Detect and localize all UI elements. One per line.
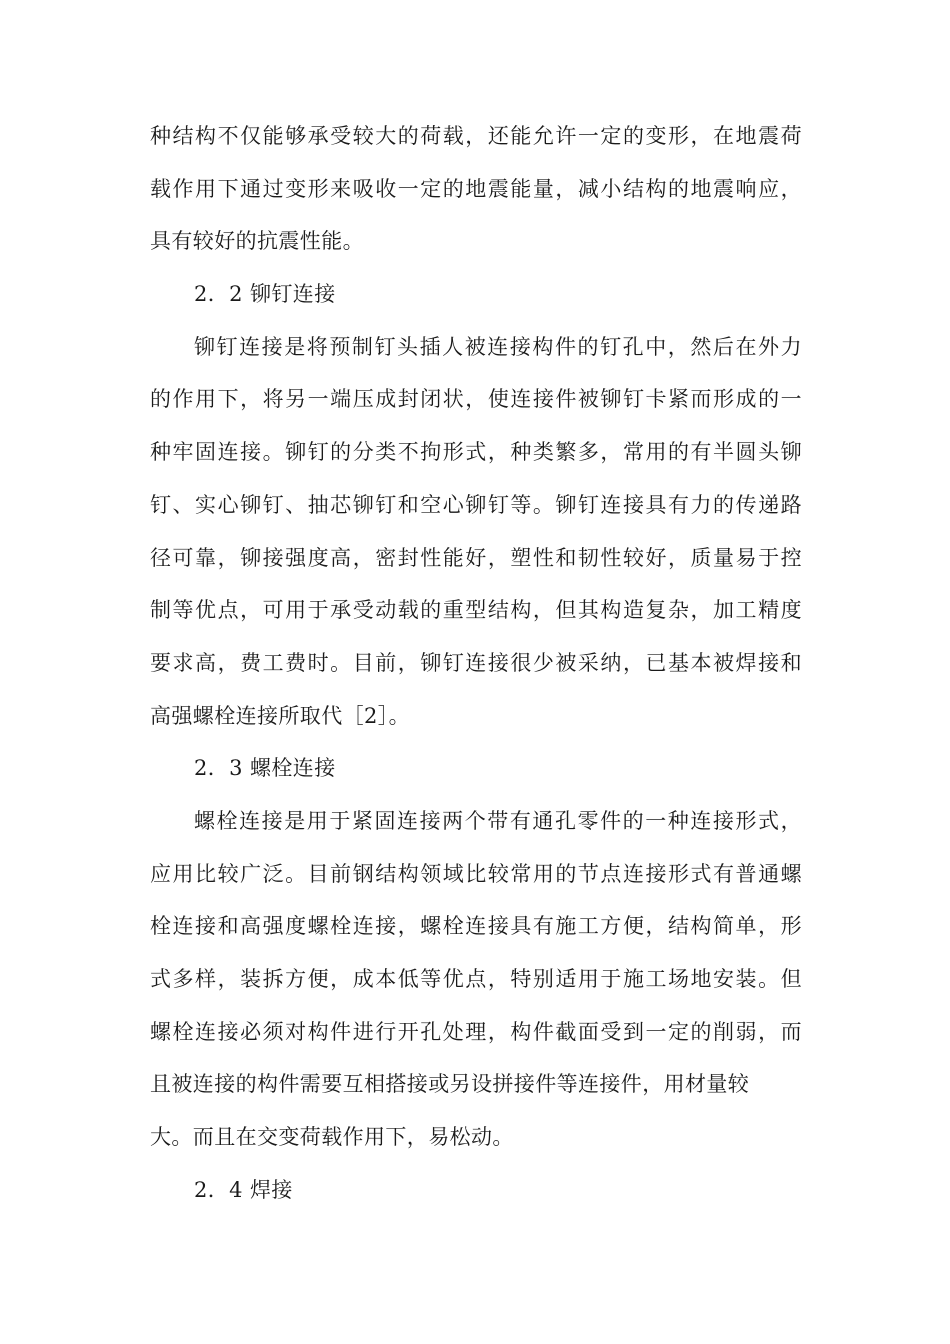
section-heading-2-3: 2．3 螺栓连接 bbox=[194, 756, 336, 781]
paragraph-line: 的作用下，将另一端压成封闭状，使连接件被铆钉卡紧而形成的一 bbox=[150, 387, 802, 412]
body-text bbox=[150, 110, 802, 1216]
paragraph-line: 种结构不仅能够承受较大的荷载，还能允许一定的变形，在地震荷 bbox=[150, 124, 802, 148]
paragraph-line: 载作用下通过变形来吸收一定的地震能量，减小结构的地震响应， bbox=[150, 176, 802, 201]
paragraph-line: 应用比较广泛。目前钢结构领域比较常用的节点连接形式有普通螺 bbox=[150, 861, 802, 886]
paragraph-line: 具有较好的抗震性能。 bbox=[150, 229, 364, 254]
section-heading-2-2: 2．2 铆钉连接 bbox=[194, 282, 336, 307]
paragraph-line: 要求高，费工费时。目前，铆钉连接很少被采纳，已基本被焊接和 bbox=[150, 650, 802, 675]
paragraph-line: 栓连接和高强度螺栓连接，螺栓连接具有施工方便，结构简单，形 bbox=[150, 914, 802, 939]
paragraph-line: 种牢固连接。铆钉的分类不拘形式，种类繁多，常用的有半圆头铆 bbox=[150, 440, 802, 465]
paragraph-line: 式多样，装拆方便，成本低等优点，特别适用于施工场地安装。但 bbox=[150, 967, 802, 991]
paragraph-line: 径可靠，铆接强度高，密封性能好，塑性和韧性较好，质量易于控 bbox=[150, 545, 802, 570]
paragraph-line: 螺栓连接必须对构件进行开孔处理，构件截面受到一定的削弱，而 bbox=[150, 1019, 802, 1044]
paragraph-line: 钉、实心铆钉、抽芯铆钉和空心铆钉等。铆钉连接具有力的传递路 bbox=[150, 492, 802, 517]
paragraph-line: 铆钉连接是将预制钉头插人被连接构件的钉孔中，然后在外力 bbox=[194, 334, 802, 359]
section-heading-2-4: 2．4 焊接 bbox=[194, 1177, 293, 1202]
paragraph-line: 高强螺栓连接所取代［2］。 bbox=[150, 703, 411, 728]
paragraph-line: 制等优点，可用于承受动载的重型结构，但其构造复杂，加工精度 bbox=[150, 598, 802, 623]
paragraph-line: 螺栓连接是用于紧固连接两个带有通孔零件的一种连接形式， bbox=[194, 808, 802, 833]
paragraph-line: 且被连接的构件需要互相搭接或另设拼接件等连接件，用材量较 bbox=[150, 1072, 750, 1097]
paragraph-line: 大。而且在交变荷载作用下，易松动。 bbox=[150, 1125, 514, 1150]
